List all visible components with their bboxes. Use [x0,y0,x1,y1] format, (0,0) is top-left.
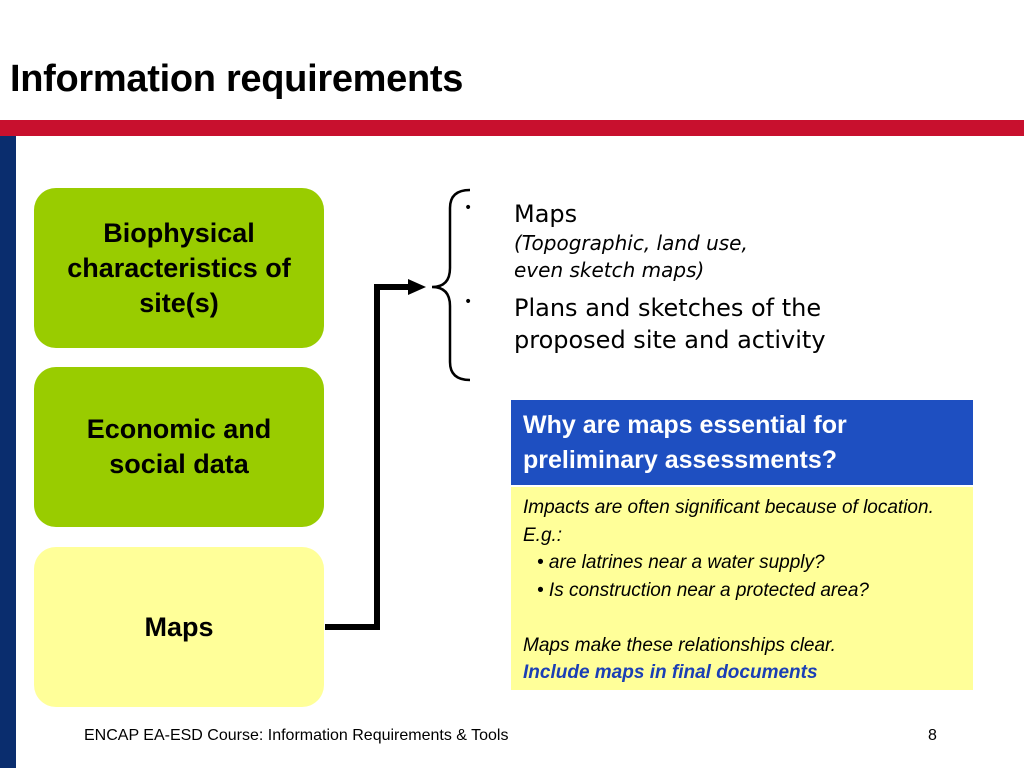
maps-label: Maps [144,611,214,642]
biophysical-label: Biophysical characteristics of site(s) [67,217,291,318]
bullet-marker: • [464,294,473,310]
answer-intro: Impacts are often significant because of location. E.g.: [523,497,934,546]
bullet-main-text: Maps [514,200,578,228]
question-text: Why are maps essential for preliminary assessments? [523,411,847,474]
footer-text: ENCAP EA-ESD Course: Information Requirements & Tools [84,727,509,744]
bullet-item-maps [462,198,932,284]
answer-conclusion: Maps make these relationships clear. [523,634,836,656]
arrow-head-icon [408,279,426,295]
bullet-item-plans [462,292,932,356]
slide-title: Information requirements [10,58,464,100]
bullet-main-text: Plans and sketches of the proposed site and activity [514,294,826,354]
connector-line [325,287,412,627]
question-box [511,400,973,485]
bullet-sub-text: even sketch maps) [514,258,705,282]
answer-emphasis: Include maps in final documents [523,662,818,683]
bullet-list [462,198,932,356]
economic-social-label: Economic and social data [86,414,272,479]
answer-example: • Is construction near a protected area? [537,579,869,601]
answer-spacer [523,604,961,632]
answer-box [511,487,973,690]
answer-example: • are latrines near a water supply? [537,552,825,573]
bullet-marker: • [464,200,473,216]
page-number: 8 [928,727,937,744]
bullet-sub-text: (Topographic, land use, [514,231,748,255]
